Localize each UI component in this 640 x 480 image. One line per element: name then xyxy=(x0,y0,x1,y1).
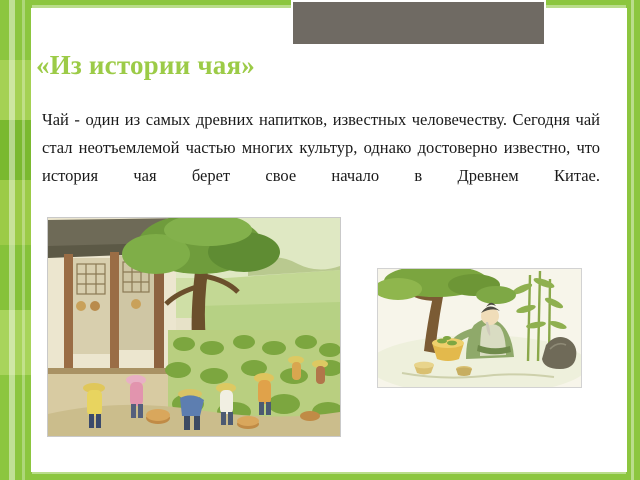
decorative-border-right xyxy=(626,0,640,480)
page-title: «Из истории чая» xyxy=(36,50,255,80)
decorative-border-left xyxy=(0,0,32,480)
body-paragraph: Чай - один из самых древних напитков, известных человечеству. Сегодня чай стал неотъемлемой частью многих культур, однако достоверно известно, что история чая берет свое начало в Древнем Китае. xyxy=(42,110,600,185)
chinese-scholar-tea-illustration xyxy=(377,268,582,388)
header-accent-bar xyxy=(291,0,546,46)
chinese-tea-village-illustration xyxy=(47,217,341,437)
